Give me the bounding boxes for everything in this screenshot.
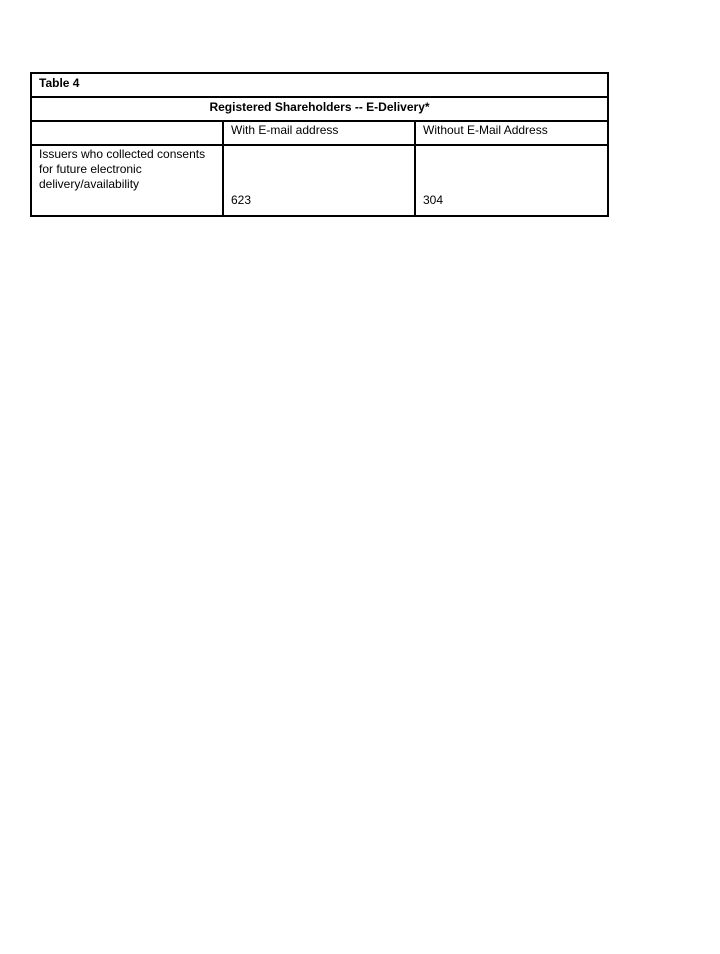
header-without-email: Without E-Mail Address — [415, 121, 608, 145]
table-row — [31, 145, 608, 216]
header-empty-cell — [31, 121, 223, 145]
value-without-email: 304 — [423, 193, 444, 207]
cell-without-email — [415, 145, 608, 216]
table-subtitle: Registered Shareholders -- E-Delivery* — [31, 97, 608, 121]
row-label: Issuers who collected consents for future electronic delivery/availability — [31, 145, 223, 216]
table-title-row — [31, 73, 608, 97]
table-title: Table 4 — [31, 73, 608, 97]
shareholders-e-delivery-table — [30, 72, 609, 217]
cell-with-email — [223, 145, 415, 216]
header-with-email: With E-mail address — [223, 121, 415, 145]
table-header-row — [31, 121, 608, 145]
value-with-email: 623 — [231, 193, 252, 207]
table-subtitle-row — [31, 97, 608, 121]
